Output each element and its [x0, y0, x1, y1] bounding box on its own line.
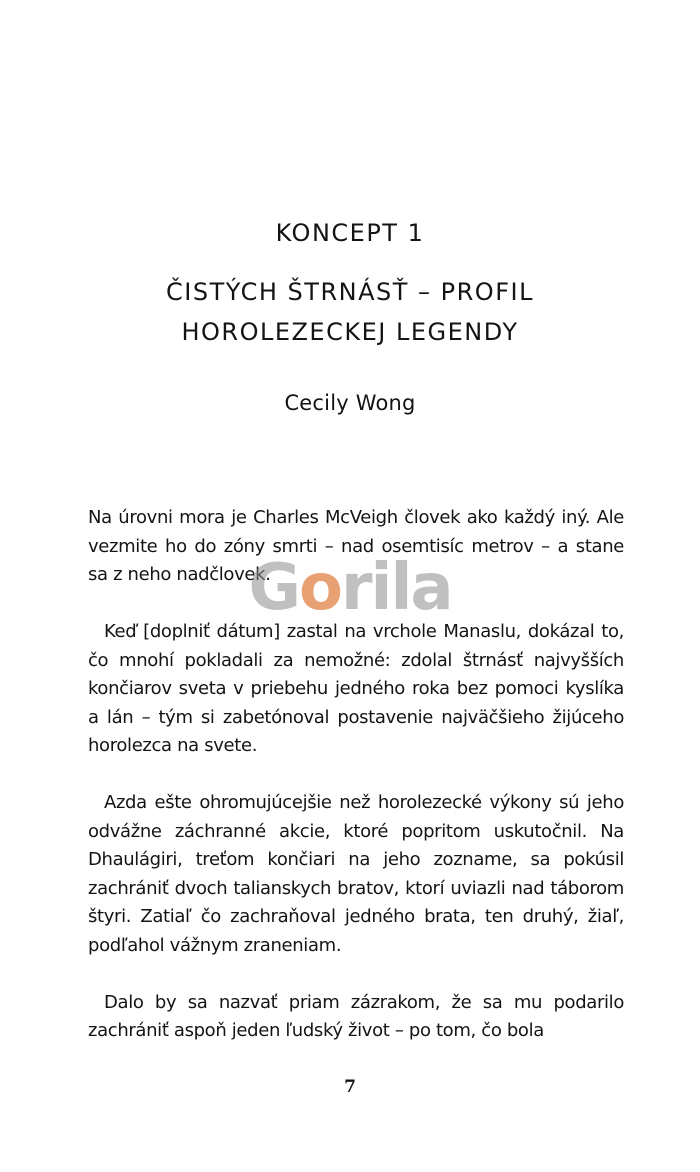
paragraph-3: Azda ešte ohromujúcejšie než horolezecké výkony sú jeho odvážne záchranné akcie, ktoré popritom uskutočnil. Na Dhaulágiri, treťom končiari na jeho zozname, sa pokúsil zachrániť dvoch talianskych bratov, ktorí uviazli nad táborom štyri. Zatiaľ čo zachraňoval jedného brata, ten druhý, žiaľ, podľahol vážnym zraneniam. — [88, 792, 624, 956]
page-number: 7 — [344, 1077, 356, 1097]
watermark-prefix: G — [248, 551, 299, 625]
chapter-title — [0, 272, 700, 352]
watermark-highlight: o — [298, 551, 341, 625]
chapter-title-line-2: HOROLEZECKEJ LEGENDY — [181, 318, 519, 346]
paragraph-4: Dalo by sa nazvať priam zázrakom, že sa mu podarilo zachrániť aspoň jeden ľudský život – po tom, čo bola — [88, 991, 624, 1041]
chapter-title-line-1: ČISTÝCH ŠTRNÁSŤ – PROFIL — [166, 278, 534, 306]
body-text — [88, 504, 624, 1046]
paragraph-1: Na úrovni mora je Charles McVeigh človek ako každý iný. Ale vezmite ho do zóny smrti – nad osemtisíc metrov – a stane sa z neho nadčlovek. — [88, 507, 624, 585]
chapter-label: KONCEPT 1 — [275, 219, 425, 247]
paragraph-2: Keď [doplniť dátum] zastal na vrchole Manaslu, dokázal to, čo mnohí pokladali za nemožné: zdolal štrnásť najvyšších končiarov sveta v priebehu jedného roka bez pomoci kyslíka a lán – tým si zabetónoval postavenie najväčšieho žijúceho horolezca na svete. — [88, 621, 624, 756]
chapter-author: Cecily Wong — [284, 391, 416, 415]
watermark-suffix: rila — [340, 551, 452, 625]
